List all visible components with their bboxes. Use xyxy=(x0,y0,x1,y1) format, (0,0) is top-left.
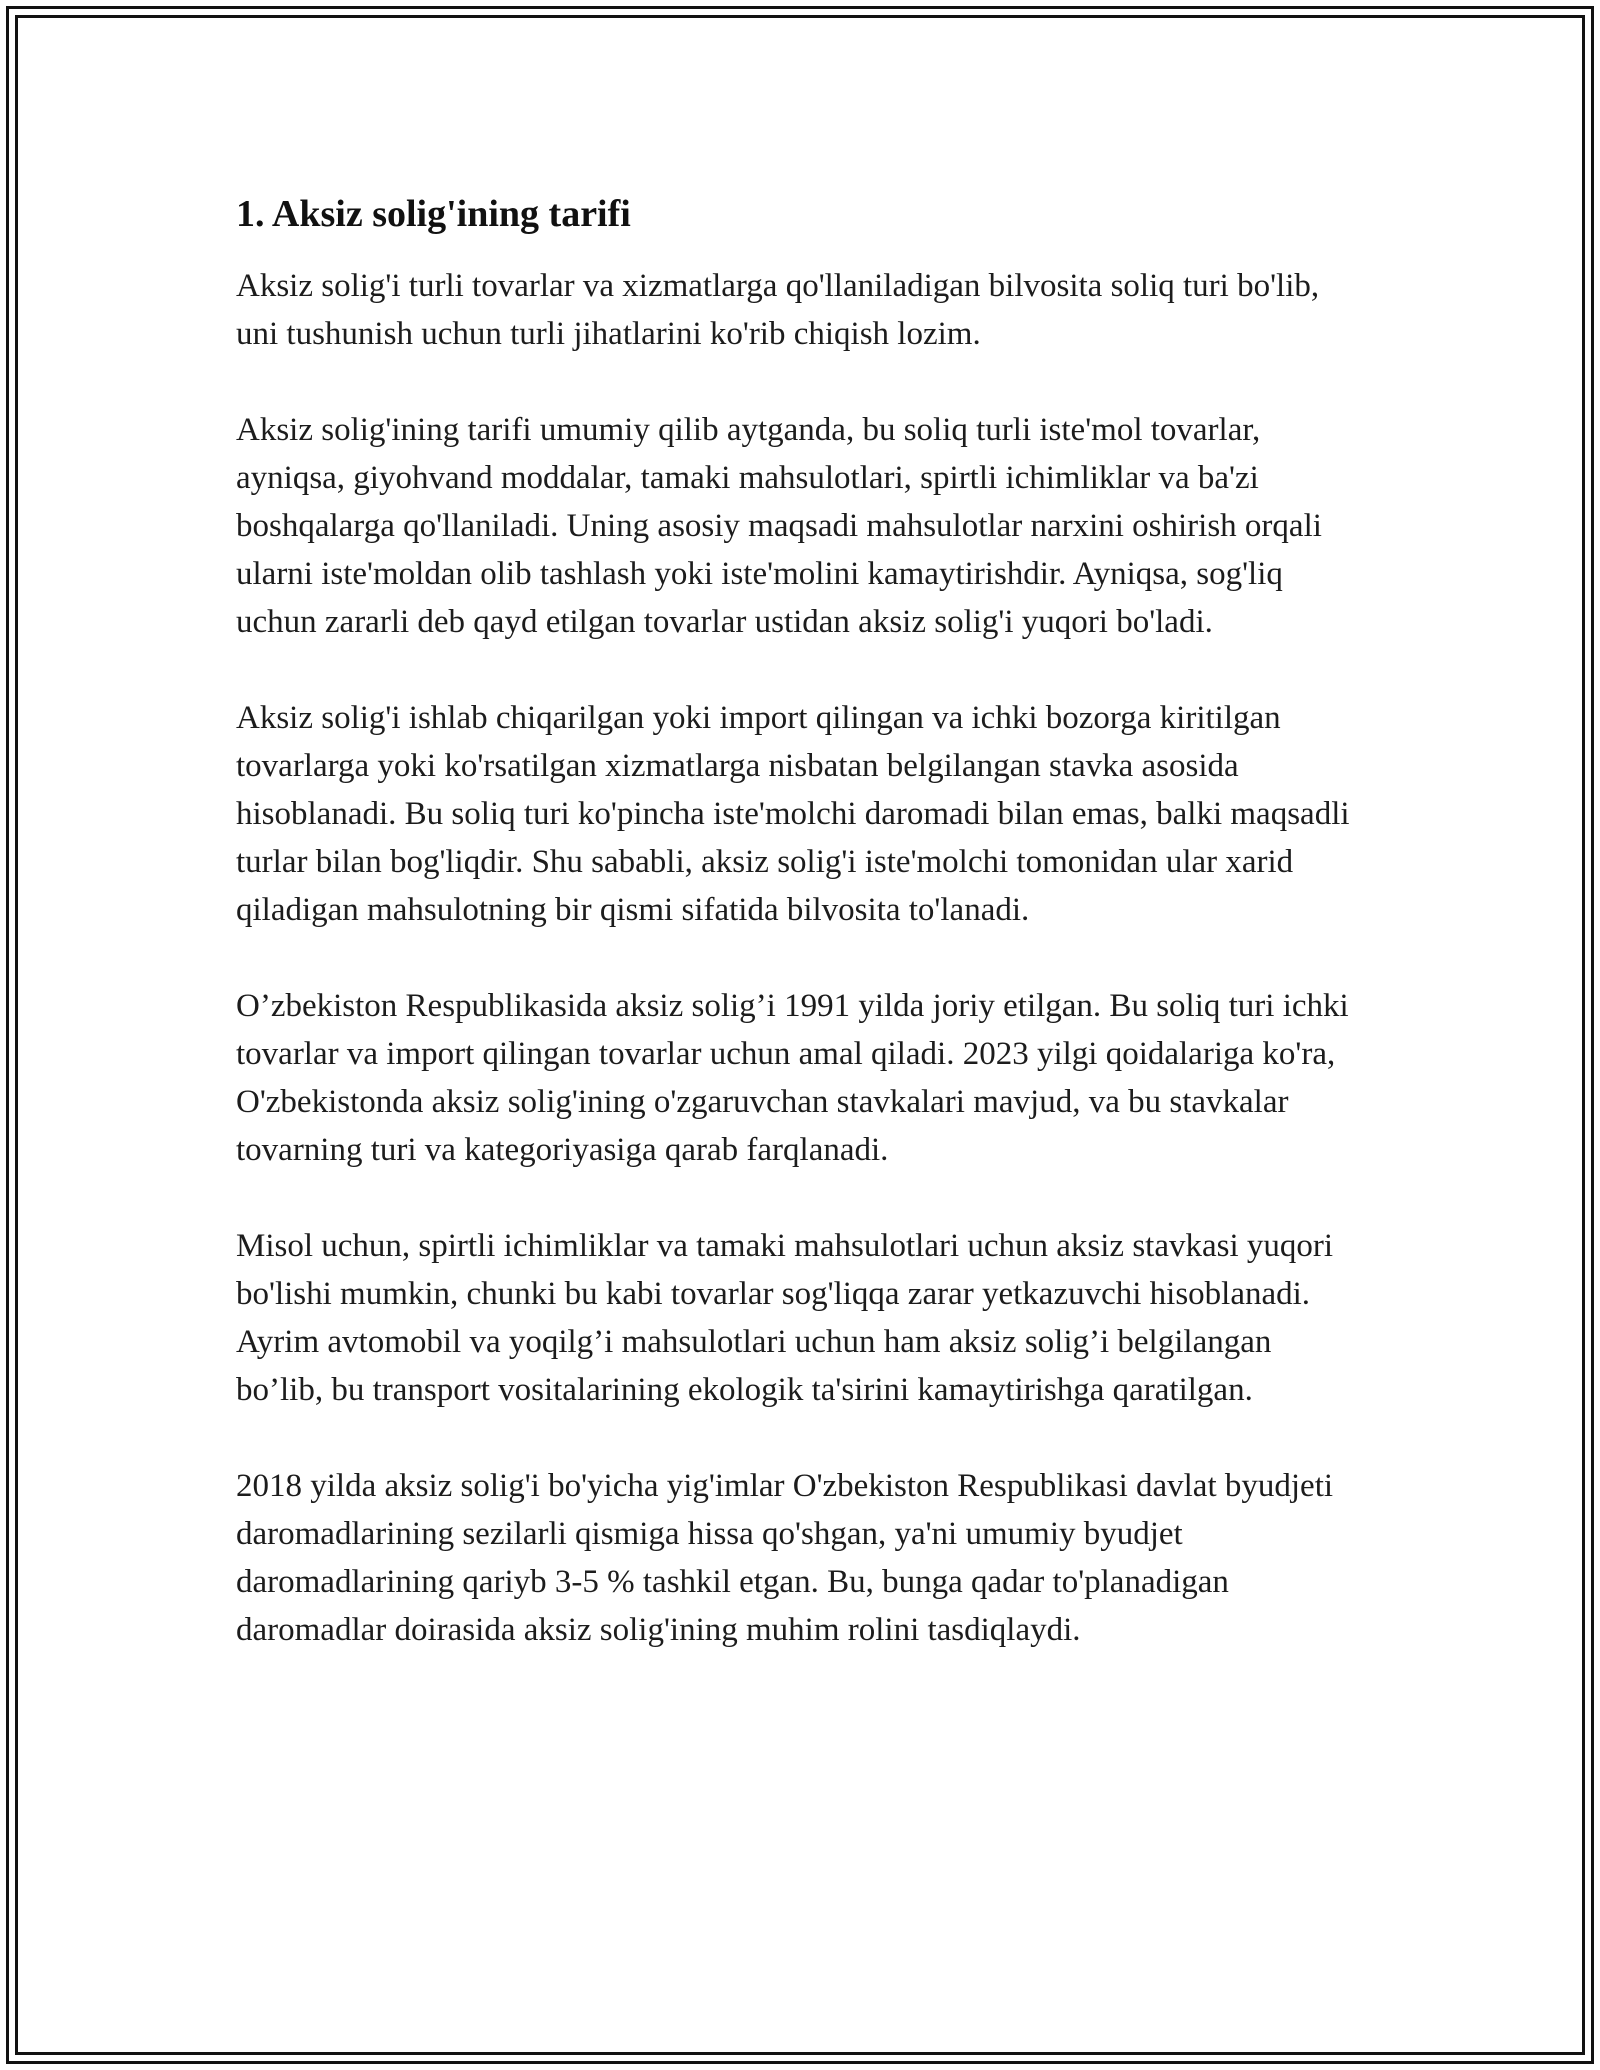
paragraph-calculation: Aksiz solig'i ishlab chiqarilgan yoki import qilingan va ichki bozorga kiritilgan tovarlarga yoki ko'rsatilgan xizmatlarga nisbatan belgilangan stavka asosida hisoblanadi. Bu soliq turi ko'pincha iste'molchi daromadi bilan emas, balki maqsadli turlar bilan bog'liqdir. Shu sababli, aksiz solig'i iste'molchi tomonidan ular xarid qiladigan mahsulotning bir qismi sifatida bilvosita to'lanadi. xyxy=(236,700,1350,928)
paragraph-uzbekistan: O’zbekiston Respublikasida aksiz solig’i 1991 yilda joriy etilgan. Bu soliq turi ichki tovarlar va import qilingan tovarlar uchun amal qiladi. 2023 yilgi qoidalariga ko'ra, O'zbekistonda aksiz solig'ining o'zgaruvchan stavkalari mavjud, va bu stavkalar tovarning turi va kategoriyasiga qarab farqlanadi. xyxy=(236,988,1349,1168)
section-heading: 1. Aksiz solig'ining tarifi xyxy=(236,193,631,235)
document-body xyxy=(236,188,1366,1702)
paragraph-definition: Aksiz solig'ining tarifi umumiy qilib aytganda, bu soliq turli iste'mol tovarlar, ayniqsa, giyohvand moddalar, tamaki mahsulotlari, spirtli ichimliklar va ba'zi boshqalarga qo'llaniladi. Uning asosiy maqsadi mahsulotlar narxini oshirish orqali ularni iste'moldan olib tashlash yoki iste'molini kamaytirishdir. Ayniqsa, sog'liq uchun zararli deb qayd etilgan tovarlar ustidan aksiz solig'i yuqori bo'ladi. xyxy=(236,412,1322,640)
paragraph-example: Misol uchun, spirtli ichimliklar va tamaki mahsulotlari uchun aksiz stavkasi yuqori bo'lishi mumkin, chunki bu kabi tovarlar sog'liqqa zarar yetkazuvchi hisoblanadi. Ayrim avtomobil va yoqilg’i mahsulotlari uchun ham aksiz solig’i belgilangan bo’lib, bu transport vositalarining ekologik ta'sirini kamaytirishga qaratilgan. xyxy=(236,1228,1334,1408)
paragraph-intro: Aksiz solig'i turli tovarlar va xizmatlarga qo'llaniladigan bilvosita soliq turi bo'lib, uni tushunish uchun turli jihatlarini ko'rib chiqish lozim. xyxy=(236,268,1320,352)
paragraph-revenue: 2018 yilda aksiz solig'i bo'yicha yig'imlar O'zbekiston Respublikasi davlat byudjeti daromadlarining sezilarli qismiga hissa qo'shgan, ya'ni umumiy byudjet daromadlarining qariyb 3-5 % tashkil etgan. Bu, bunga qadar to'planadigan daromadlar doirasida aksiz solig'ining muhim rolini tasdiqlaydi. xyxy=(236,1468,1334,1648)
